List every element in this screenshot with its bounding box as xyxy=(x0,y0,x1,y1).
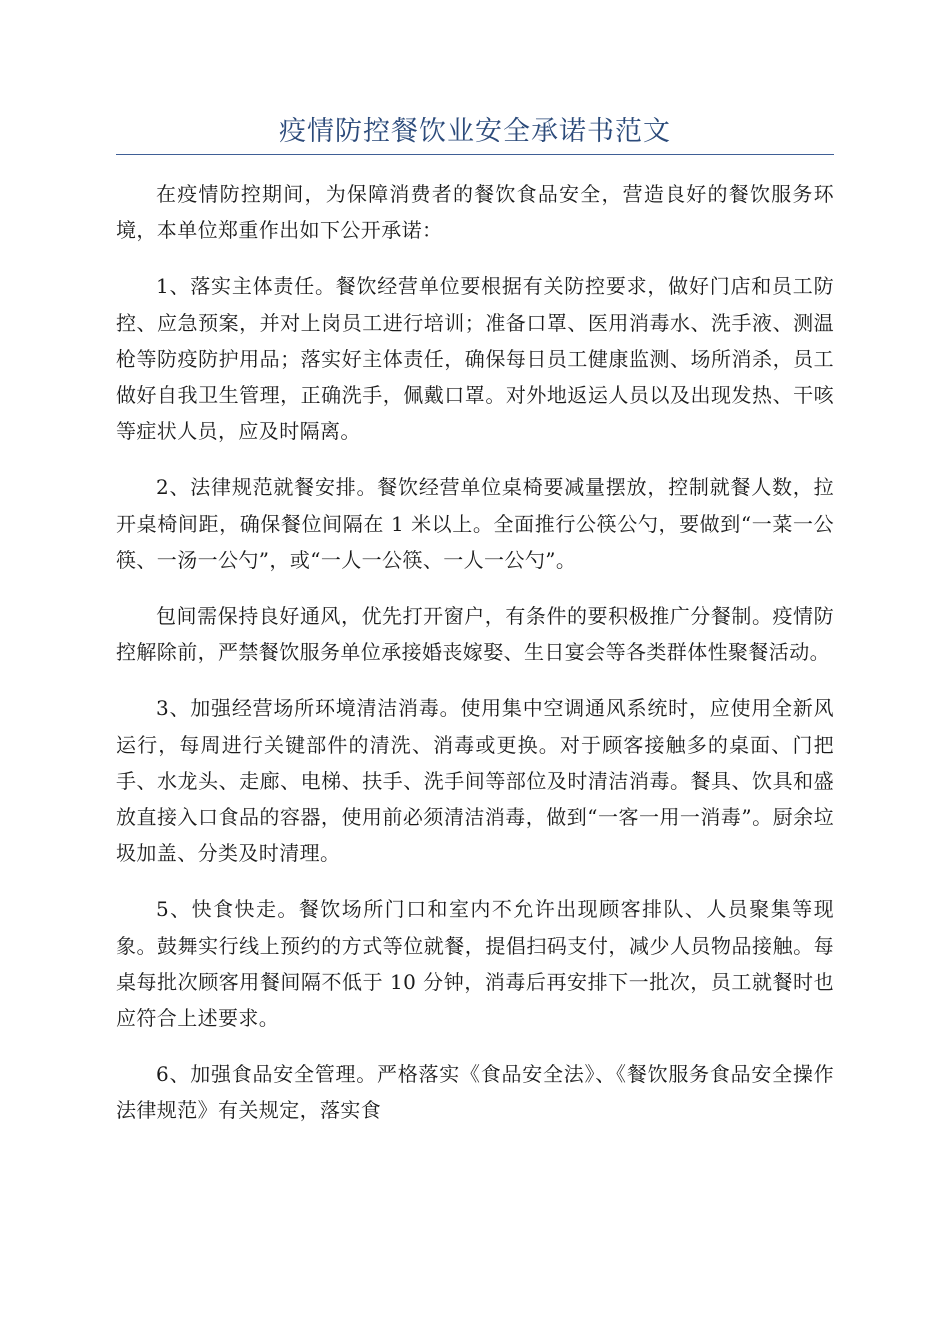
paragraph-item-2: 2、法律规范就餐安排。餐饮经营单位桌椅要减量摆放，控制就餐人数，拉开桌椅间距，确保餐位间隔在 1 米以上。全面推行公筷公勺，要做到“一菜一公筷、一汤一公勺”，或“一人一公筷、一人一公勺”。 xyxy=(116,475,834,572)
paragraph-item-5: 5、快食快走。餐饮场所门口和室内不允许出现顾客排队、人员聚集等现象。鼓舞实行线上预约的方式等位就餐，提倡扫码支付，减少人员物品接触。每桌每批次顾客用餐间隔不低于 10 分钟，消毒后再安排下一批次，员工就餐时也应符合上述要求。 xyxy=(116,897,834,1031)
paragraph-item-6: 6、加强食品安全管理。严格落实《食品安全法》、《餐饮服务食品安全操作法律规范》有关规定，落实食 xyxy=(116,1062,834,1123)
paragraph-item-1: 1、落实主体责任。餐饮经营单位要根据有关防控要求，做好门店和员工防控、应急预案，并对上岗员工进行培训；准备口罩、医用消毒水、洗手液、测温枪等防疫防护用品；落实好主体责任，确保每日员工健康监测、场所消杀，员工做好自我卫生管理，正确洗手，佩戴口罩。对外地返运人员以及出现发热、干咳等症状人员，应及时隔离。 xyxy=(116,274,834,444)
paragraph-intro: 在疫情防控期间，为保障消费者的餐饮食品安全，营造良好的餐饮服务环境，本单位郑重作出如下公开承诺： xyxy=(116,182,834,243)
document-body xyxy=(116,176,834,1149)
paragraph-item-3: 3、加强经营场所环境清洁消毒。使用集中空调通风系统时，应使用全新风运行，每周进行关键部件的清洗、消毒或更换。对于顾客接触多的桌面、门把手、水龙头、走廊、电梯、扶手、洗手间等部位及时清洁消毒。餐具、饮具和盛放直接入口食品的容器，使用前必须清洁消毒，做到“一客一用一消毒”。厨余垃圾加盖、分类及时清理。 xyxy=(116,696,834,866)
title-underline xyxy=(116,154,834,155)
paragraph-private-room: 包间需保持良好通风，优先打开窗户，有条件的要积极推广分餐制。疫情防控解除前，严禁餐饮服务单位承接婚丧嫁娶、生日宴会等各类群体性聚餐活动。 xyxy=(116,604,834,665)
document-title: 疫情防控餐饮业安全承诺书范文 xyxy=(279,116,671,147)
